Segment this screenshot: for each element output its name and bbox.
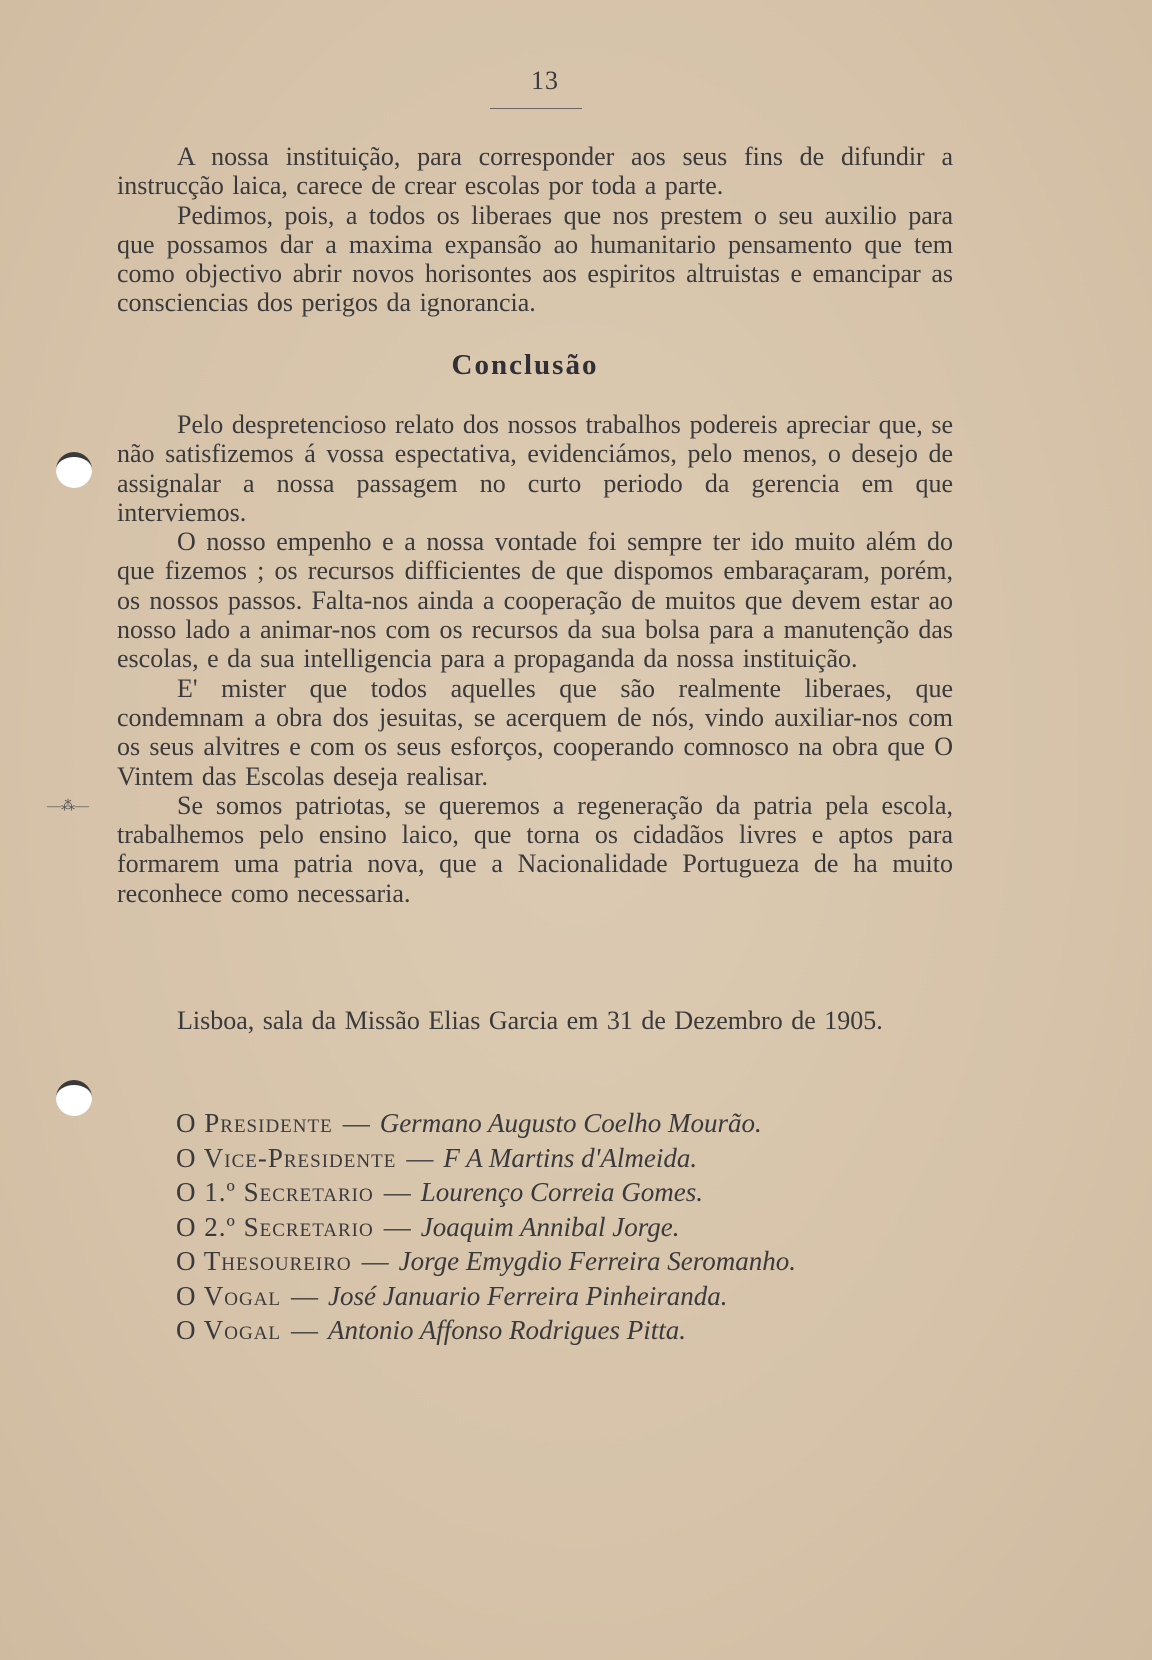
signatory-name: Jorge Emygdio Ferreira Seromanho.: [398, 1246, 797, 1276]
conclusion-paragraph: Se somos patriotas, se queremos a regeneração da patria pela escola, trabalhemos pelo ensino laico, que torna os cidadãos livres e aptos para formarem uma patria nova, que a Nacionalidade Portugueza de ha muito reconhece como necessaria.: [117, 790, 953, 908]
signatory-name: José Januario Ferreira Pinheiranda.: [328, 1280, 728, 1311]
closing-text: [117, 1006, 953, 1035]
page-number-rule: [490, 108, 582, 109]
signatory-name: Antonio Affonso Rodrigues Pitta.: [328, 1315, 687, 1345]
signatory-role: O Thesoureiro: [176, 1246, 352, 1276]
signatory-name: Germano Augusto Coelho Mourão.: [379, 1108, 762, 1138]
conclusion-paragraph: E' mister que todos aquelles que são realmente liberaes, que condemnam a obra dos jesuitas, se acerquem de nós, vindo auxiliar-nos com os seus alvitres e com os seus esforços, cooperando comnosco na obra que O Vintem das Escolas deseja realisar.: [117, 673, 953, 791]
intro-paragraph: A nossa instituição, para corresponder aos seus fins de difundir a instrucção laica, carece de crear escolas por toda a parte.: [117, 142, 953, 201]
signatory-name: Joaquim Annibal Jorge.: [420, 1211, 680, 1242]
signatory-name: Lourenço Correia Gomes.: [420, 1177, 703, 1207]
closing-line: Lisboa, sala da Missão Elias Garcia em 31 de Dezembro de 1905.: [177, 1006, 883, 1035]
signatory-role: O 1.º Secretario: [176, 1177, 374, 1207]
signature-line: O Thesoureiro — Jorge Emygdio Ferreira Seromanho.: [176, 1246, 797, 1276]
signatory-role: O Vogal: [176, 1315, 282, 1345]
binding-hole-icon: [56, 452, 92, 488]
conclusion-paragraph: Pelo despretencioso relato dos nossos trabalhos podereis apreciar que, se não satisfizemos á vossa espectativa, evidenciámos, pelo menos, o desejo de assignalar a nossa passagem no curto periodo da gerencia em que interviemos.: [117, 410, 953, 527]
signature-list: [176, 1106, 936, 1348]
page-number: 13: [531, 66, 559, 95]
binding-hole-icon: [56, 1080, 92, 1116]
signatory-name: F A Martins d'Almeida.: [443, 1142, 698, 1173]
signatory-role: O 2.º Secretario: [176, 1211, 374, 1242]
section-heading: Conclusão: [451, 349, 599, 381]
intro-text: [117, 142, 953, 318]
signature-line: O 2.º Secretario — Joaquim Annibal Jorge.: [176, 1211, 680, 1242]
signature-line: O Presidente — Germano Augusto Coelho Mourão.: [176, 1108, 762, 1138]
signatory-role: O Vogal: [176, 1280, 282, 1311]
binding-mark-icon: —⁂—: [47, 799, 89, 814]
signature-line: O Vogal — José Januario Ferreira Pinheiranda.: [176, 1280, 728, 1311]
signatory-role: O Presidente: [176, 1108, 333, 1138]
signature-line: O Vice-Presidente — F A Martins d'Almeida.: [176, 1142, 698, 1173]
conclusion-paragraph: O nosso empenho e a nossa vontade foi sempre ter ido muito além do que fizemos ; os recursos difficientes de que dispomos embaraçaram, porém, os nossos passos. Falta-nos ainda a cooperação de muitos que devem estar ao nosso lado a animar-nos com os recursos da sua bolsa para a manutenção das escolas, e da sua intelligencia para a propaganda da nossa instituição.: [117, 527, 953, 674]
signature-line: O 1.º Secretario — Lourenço Correia Gomes.: [176, 1177, 703, 1207]
signatory-role: O Vice-Presidente: [176, 1142, 397, 1173]
conclusion-text: [117, 410, 953, 908]
signature-line: O Vogal — Antonio Affonso Rodrigues Pitta.: [176, 1315, 687, 1345]
intro-paragraph: Pedimos, pois, a todos os liberaes que nos prestem o seu auxilio para que possamos dar a maxima expansão ao humanitario pensamento que tem como objectivo abrir novos horisontes aos espiritos altruistas e emancipar as consciencias dos perigos da ignorancia.: [117, 200, 953, 318]
